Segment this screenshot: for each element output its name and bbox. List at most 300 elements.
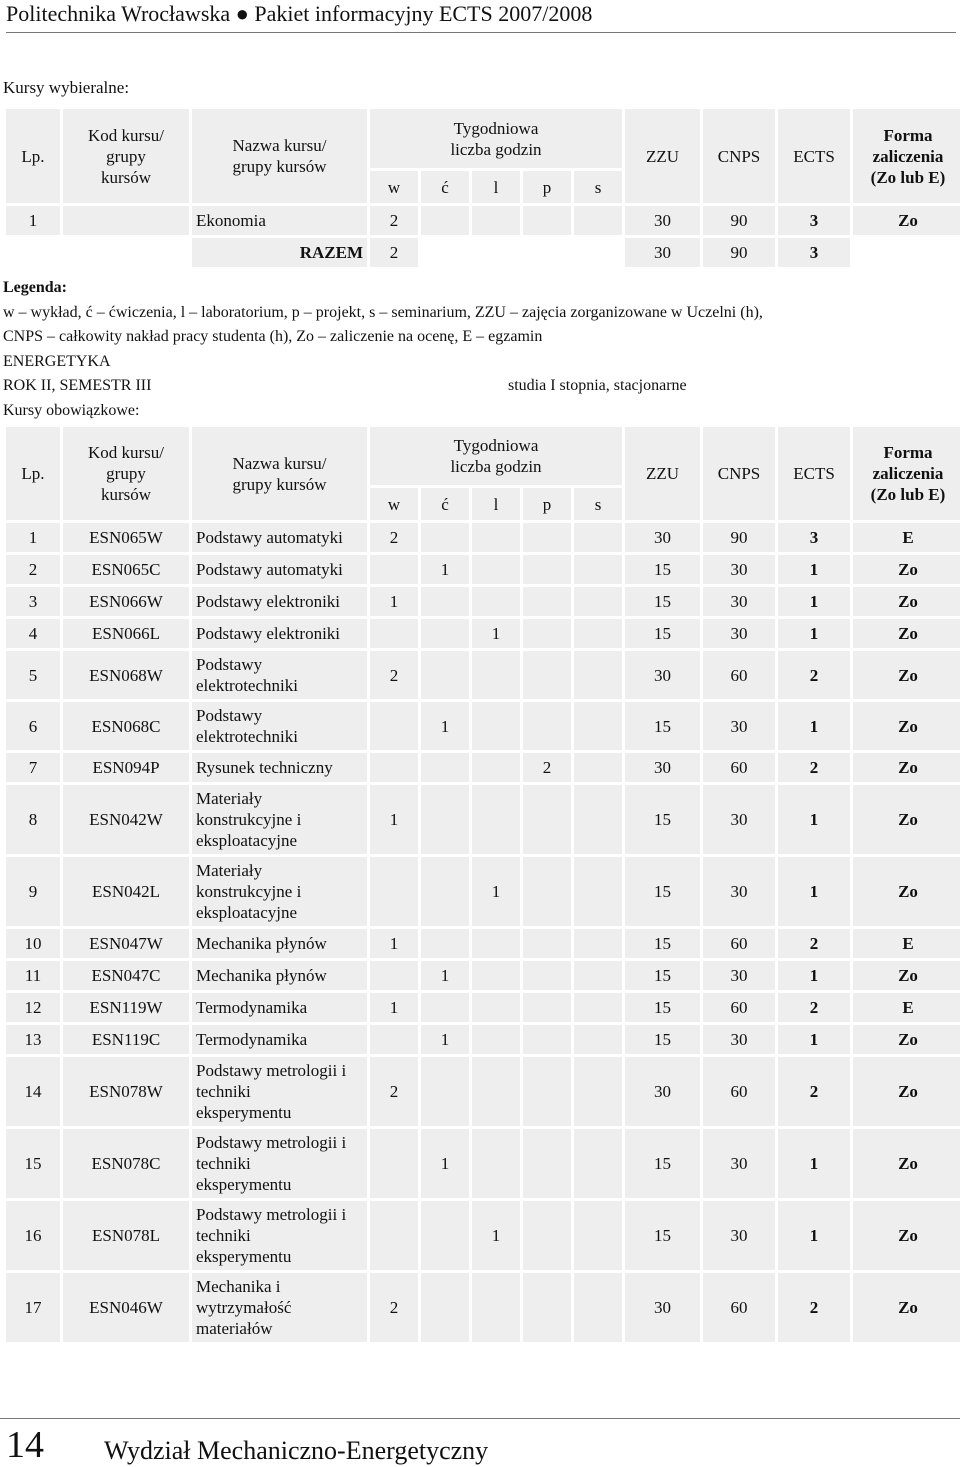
cell-line: kursów	[100, 485, 152, 504]
row-hours-s	[574, 1129, 622, 1198]
row-course-name	[192, 1129, 367, 1198]
row-hours-c	[421, 1273, 469, 1342]
row-lp: 5	[6, 651, 60, 699]
cell-line: Materiały	[196, 861, 263, 880]
row-forma: Zo	[853, 961, 960, 990]
row-cnps: 60	[703, 1273, 775, 1342]
cell-line: konstrukcyjne i	[196, 810, 302, 829]
row-zzu: 15	[625, 555, 700, 584]
row-zzu: 15	[625, 1025, 700, 1054]
row-hours-s	[574, 523, 622, 552]
cell-line: konstrukcyjne i	[196, 882, 302, 901]
cell-line: techniki	[196, 1082, 251, 1101]
faculty-name: Wydział Mechaniczno-Energetyczny	[104, 1436, 489, 1465]
cell-line: zaliczenia	[872, 146, 944, 166]
table-row	[6, 523, 960, 552]
table-row	[6, 753, 960, 782]
row-zzu: 30	[625, 1273, 700, 1342]
row-course-name	[192, 961, 367, 990]
row-code: ESN078L	[63, 1201, 189, 1270]
total-spacer	[6, 238, 189, 267]
row-hours-w	[370, 619, 418, 648]
row-hours-l	[472, 555, 520, 584]
total-s	[574, 238, 622, 267]
row-ects: 2	[778, 1273, 850, 1342]
col-header-w: w	[370, 488, 418, 520]
row-hours-c	[421, 929, 469, 958]
cell-line: Mechanika płynów	[196, 966, 327, 985]
cell-line: Podstawy automatyki	[196, 560, 343, 579]
row-lp: 12	[6, 993, 60, 1022]
row-hours-w: 1	[370, 929, 418, 958]
row-hours-s	[574, 702, 622, 750]
row-hours-l	[472, 961, 520, 990]
row-cnps: 60	[703, 929, 775, 958]
row-hours-c: 1	[421, 1129, 469, 1198]
row-code: ESN068W	[63, 651, 189, 699]
row-ects: 2	[778, 929, 850, 958]
col-header-p: p	[523, 171, 571, 203]
row-course-name	[192, 929, 367, 958]
row-cnps: 30	[703, 555, 775, 584]
row-lp: 13	[6, 1025, 60, 1054]
row-hours-w: 2	[370, 206, 418, 235]
elective-courses-table	[3, 106, 960, 270]
col-header-c: ć	[421, 488, 469, 520]
row-course-name	[192, 785, 367, 854]
row-lp: 15	[6, 1129, 60, 1198]
cell-line: Kod kursu/	[87, 125, 165, 145]
row-course-name	[192, 857, 367, 926]
row-course-name	[192, 651, 367, 699]
row-forma: E	[853, 929, 960, 958]
row-code: ESN065C	[63, 555, 189, 584]
total-cnps: 90	[703, 238, 775, 267]
row-course-name	[192, 993, 367, 1022]
row-hours-p	[523, 206, 571, 235]
cell-line: elektrotechniki	[196, 727, 298, 746]
col-header-s: s	[574, 171, 622, 203]
row-course-name	[192, 1201, 367, 1270]
col-header-name	[192, 427, 367, 520]
table-row	[6, 1025, 960, 1054]
row-code: ESN047W	[63, 929, 189, 958]
row-cnps: 30	[703, 702, 775, 750]
row-hours-p	[523, 1025, 571, 1054]
row-hours-l	[472, 785, 520, 854]
row-zzu: 15	[625, 702, 700, 750]
legend	[3, 276, 953, 423]
row-hours-w	[370, 961, 418, 990]
page-header: Politechnika Wrocławska ● Pakiet informacyjny ECTS 2007/2008	[6, 0, 956, 33]
table-row	[6, 857, 960, 926]
row-hours-s	[574, 555, 622, 584]
row-hours-s	[574, 206, 622, 235]
row-zzu: 15	[625, 587, 700, 616]
study-type: studia I stopnia, stacjonarne	[508, 377, 687, 394]
cell-line: eksperymentu	[196, 1103, 292, 1122]
row-code: ESN066W	[63, 587, 189, 616]
row-hours-p	[523, 785, 571, 854]
row-course-name	[192, 619, 367, 648]
row-cnps: 60	[703, 993, 775, 1022]
row-ects: 1	[778, 702, 850, 750]
row-hours-p	[523, 587, 571, 616]
row-course-name	[192, 1025, 367, 1054]
row-hours-s	[574, 1025, 622, 1054]
row-hours-c	[421, 523, 469, 552]
cell-line: techniki	[196, 1226, 251, 1245]
row-hours-c	[421, 587, 469, 616]
row-zzu: 30	[625, 206, 700, 235]
table-row	[6, 619, 960, 648]
col-header-weekly-hours	[370, 427, 622, 485]
row-hours-p	[523, 993, 571, 1022]
row-zzu: 15	[625, 857, 700, 926]
row-lp: 3	[6, 587, 60, 616]
row-code: ESN066L	[63, 619, 189, 648]
row-zzu: 15	[625, 785, 700, 854]
cell-line: Tygodniowa	[453, 118, 539, 138]
table-row	[6, 929, 960, 958]
cell-line: liczba godzin	[450, 457, 542, 476]
row-hours-s	[574, 1273, 622, 1342]
cell-line: Podstawy	[196, 706, 263, 725]
col-header-code	[63, 109, 189, 203]
row-zzu: 30	[625, 1057, 700, 1126]
cell-line: (Zo lub E)	[870, 485, 946, 504]
row-lp: 9	[6, 857, 60, 926]
total-c	[421, 238, 469, 267]
row-hours-c: 1	[421, 961, 469, 990]
row-code	[63, 206, 189, 235]
row-course-name	[192, 587, 367, 616]
row-hours-p	[523, 857, 571, 926]
header-row	[6, 427, 960, 485]
col-header-p: p	[523, 488, 571, 520]
row-forma: Zo	[853, 1273, 960, 1342]
row-course-name: Ekonomia	[192, 206, 367, 235]
row-cnps: 90	[703, 523, 775, 552]
row-ects: 1	[778, 961, 850, 990]
row-lp: 1	[6, 206, 60, 235]
row-ects: 1	[778, 555, 850, 584]
row-hours-w: 2	[370, 1057, 418, 1126]
cell-line: Podstawy	[196, 655, 263, 674]
row-hours-w	[370, 1025, 418, 1054]
row-lp: 14	[6, 1057, 60, 1126]
row-forma: Zo	[853, 1201, 960, 1270]
col-header-zzu: ZZU	[625, 109, 700, 203]
row-code: ESN065W	[63, 523, 189, 552]
row-hours-s	[574, 785, 622, 854]
cell-line: Mechanika płynów	[196, 934, 327, 953]
cell-line: Podstawy metrologii i	[196, 1205, 347, 1224]
row-hours-c	[421, 619, 469, 648]
table-row	[6, 785, 960, 854]
row-cnps: 30	[703, 1129, 775, 1198]
table-row	[6, 1273, 960, 1342]
row-zzu: 30	[625, 651, 700, 699]
row-code: ESN042W	[63, 785, 189, 854]
row-hours-c	[421, 651, 469, 699]
row-lp: 11	[6, 961, 60, 990]
row-hours-p	[523, 929, 571, 958]
row-hours-c	[421, 1057, 469, 1126]
cell-line: Nazwa kursu/	[232, 453, 327, 473]
cell-line: Nazwa kursu/	[232, 136, 327, 155]
table-row	[6, 587, 960, 616]
row-hours-s	[574, 961, 622, 990]
row-hours-p	[523, 1129, 571, 1198]
row-hours-p	[523, 702, 571, 750]
row-lp: 7	[6, 753, 60, 782]
row-hours-c: 1	[421, 1025, 469, 1054]
row-hours-w	[370, 857, 418, 926]
cell-line: Forma	[883, 125, 933, 145]
row-code: ESN042L	[63, 857, 189, 926]
row-forma: Zo	[853, 651, 960, 699]
table-row	[6, 1057, 960, 1126]
row-lp: 2	[6, 555, 60, 584]
row-hours-c: 1	[421, 702, 469, 750]
total-ects: 3	[778, 238, 850, 267]
cell-line: Tygodniowa	[453, 436, 539, 455]
mandatory-courses-label: Kursy obowiązkowe:	[3, 401, 140, 419]
legend-line-1: w – wykład, ć – ćwiczenia, l – laboratorium, p – projekt, s – seminarium, ZZU – zajęcia zorganizowane w Uczelni (h),	[3, 303, 763, 321]
col-header-zzu: ZZU	[625, 427, 700, 520]
cell-line: Materiały	[196, 789, 263, 808]
table-row	[6, 206, 960, 235]
table-row	[6, 993, 960, 1022]
row-lp: 16	[6, 1201, 60, 1270]
cell-line: Termodynamika	[196, 1030, 308, 1049]
row-hours-p	[523, 555, 571, 584]
row-zzu: 30	[625, 753, 700, 782]
cell-line: Podstawy metrologii i	[196, 1061, 347, 1080]
row-code: ESN068C	[63, 702, 189, 750]
row-hours-p	[523, 1273, 571, 1342]
row-ects: 1	[778, 1129, 850, 1198]
cell-line: techniki	[196, 1154, 251, 1173]
row-ects: 1	[778, 785, 850, 854]
row-code: ESN119W	[63, 993, 189, 1022]
col-header-forma	[853, 427, 960, 520]
row-lp: 4	[6, 619, 60, 648]
cell-line: (Zo lub E)	[870, 167, 946, 187]
row-forma: Zo	[853, 857, 960, 926]
row-hours-c	[421, 857, 469, 926]
cell-line: grupy kursów	[232, 474, 327, 494]
table-row	[6, 1129, 960, 1198]
cell-line: elektrotechniki	[196, 676, 298, 695]
page-footer	[0, 1418, 960, 1467]
row-hours-l	[472, 929, 520, 958]
row-ects: 1	[778, 619, 850, 648]
row-hours-c	[421, 206, 469, 235]
cell-line: grupy kursów	[232, 157, 327, 176]
cell-line: Kod kursu/	[87, 443, 165, 462]
row-hours-w	[370, 702, 418, 750]
cell-line: zaliczenia	[872, 464, 944, 483]
row-code: ESN078W	[63, 1057, 189, 1126]
row-zzu: 15	[625, 1129, 700, 1198]
row-hours-w: 2	[370, 1273, 418, 1342]
row-forma: Zo	[853, 619, 960, 648]
row-hours-l: 1	[472, 619, 520, 648]
col-header-weekly-hours	[370, 109, 622, 168]
col-header-ects: ECTS	[778, 427, 850, 520]
col-header-ects: ECTS	[778, 109, 850, 203]
col-header-s: s	[574, 488, 622, 520]
row-lp: 6	[6, 702, 60, 750]
row-hours-w	[370, 753, 418, 782]
row-hours-l	[472, 523, 520, 552]
table-row	[6, 961, 960, 990]
col-header-forma	[853, 109, 960, 203]
row-cnps: 60	[703, 1057, 775, 1126]
cell-line: eksperymentu	[196, 1175, 292, 1194]
row-hours-l	[472, 1057, 520, 1126]
col-header-l: l	[472, 488, 520, 520]
cell-line: Podstawy metrologii i	[196, 1133, 347, 1152]
row-ects: 1	[778, 587, 850, 616]
cell-line: Termodynamika	[196, 998, 308, 1017]
row-hours-l	[472, 651, 520, 699]
cell-line: eksploatacyjne	[196, 831, 298, 850]
row-zzu: 15	[625, 929, 700, 958]
row-hours-c	[421, 1201, 469, 1270]
row-zzu: 15	[625, 1201, 700, 1270]
row-hours-w: 1	[370, 993, 418, 1022]
row-cnps: 30	[703, 1025, 775, 1054]
row-hours-s	[574, 753, 622, 782]
row-hours-l	[472, 1273, 520, 1342]
row-course-name	[192, 523, 367, 552]
row-hours-p	[523, 1057, 571, 1126]
row-ects: 2	[778, 651, 850, 699]
row-cnps: 90	[703, 206, 775, 235]
row-forma: Zo	[853, 1057, 960, 1126]
row-hours-l	[472, 206, 520, 235]
row-forma: Zo	[853, 1129, 960, 1198]
row-cnps: 30	[703, 857, 775, 926]
cell-line: kursów	[100, 167, 152, 187]
col-header-c: ć	[421, 171, 469, 203]
row-code: ESN119C	[63, 1025, 189, 1054]
cell-line: Mechanika i	[196, 1277, 281, 1296]
row-hours-w	[370, 1129, 418, 1198]
row-lp: 17	[6, 1273, 60, 1342]
row-cnps: 60	[703, 651, 775, 699]
row-ects: 1	[778, 1025, 850, 1054]
total-zzu: 30	[625, 238, 700, 267]
cell-line: eksploatacyjne	[196, 903, 298, 922]
row-forma: E	[853, 993, 960, 1022]
row-hours-l: 1	[472, 857, 520, 926]
cell-line: grupy	[106, 464, 146, 483]
page-number: 14	[6, 1424, 44, 1466]
row-hours-w: 1	[370, 785, 418, 854]
row-hours-p	[523, 1201, 571, 1270]
row-cnps: 30	[703, 1201, 775, 1270]
row-cnps: 30	[703, 961, 775, 990]
row-zzu: 15	[625, 619, 700, 648]
row-hours-s	[574, 857, 622, 926]
row-cnps: 30	[703, 587, 775, 616]
row-course-name	[192, 753, 367, 782]
legend-line-2: CNPS – całkowity nakład pracy studenta (h), Zo – zaliczenie na ocenę, E – egzamin	[3, 328, 543, 345]
row-hours-p	[523, 961, 571, 990]
row-hours-c	[421, 993, 469, 1022]
table-row	[6, 651, 960, 699]
row-course-name	[192, 702, 367, 750]
row-ects: 2	[778, 993, 850, 1022]
row-hours-c	[421, 785, 469, 854]
row-forma: Zo	[853, 587, 960, 616]
year-semester: ROK II, SEMESTR III	[3, 377, 152, 394]
row-lp: 8	[6, 785, 60, 854]
row-hours-p	[523, 523, 571, 552]
row-hours-w	[370, 555, 418, 584]
total-label: RAZEM	[192, 238, 367, 267]
cell-line: wytrzymałość	[196, 1298, 292, 1317]
total-w: 2	[370, 238, 418, 267]
row-hours-l	[472, 702, 520, 750]
col-header-cnps: CNPS	[703, 109, 775, 203]
cell-line: Podstawy elektroniki	[196, 592, 341, 611]
row-hours-w: 1	[370, 587, 418, 616]
row-code: ESN094P	[63, 753, 189, 782]
row-forma: Zo	[853, 206, 960, 235]
total-row	[6, 238, 960, 267]
row-cnps: 30	[703, 619, 775, 648]
col-header-lp: Lp.	[6, 427, 60, 520]
row-hours-w: 2	[370, 523, 418, 552]
row-hours-s	[574, 1057, 622, 1126]
row-hours-p	[523, 651, 571, 699]
cell-line: Rysunek techniczny	[196, 758, 333, 777]
program-name: ENERGETYKA	[3, 352, 111, 370]
row-course-name	[192, 555, 367, 584]
row-zzu: 15	[625, 961, 700, 990]
row-ects: 1	[778, 1201, 850, 1270]
row-forma: Zo	[853, 785, 960, 854]
row-hours-s	[574, 993, 622, 1022]
col-header-w: w	[370, 171, 418, 203]
elective-courses-label: Kursy wybieralne:	[3, 78, 130, 97]
row-hours-p	[523, 619, 571, 648]
col-header-code	[63, 427, 189, 520]
table-row	[6, 1201, 960, 1270]
total-p	[523, 238, 571, 267]
row-hours-s	[574, 651, 622, 699]
cell-line: Forma	[883, 443, 933, 462]
row-hours-l	[472, 1129, 520, 1198]
table-row	[6, 555, 960, 584]
row-hours-s	[574, 929, 622, 958]
row-code: ESN047C	[63, 961, 189, 990]
row-hours-l	[472, 753, 520, 782]
row-forma: Zo	[853, 1025, 960, 1054]
row-course-name	[192, 1273, 367, 1342]
row-lp: 10	[6, 929, 60, 958]
cell-line: grupy	[106, 146, 146, 166]
row-hours-s	[574, 1201, 622, 1270]
row-hours-s	[574, 619, 622, 648]
row-course-name	[192, 1057, 367, 1126]
row-forma: Zo	[853, 555, 960, 584]
